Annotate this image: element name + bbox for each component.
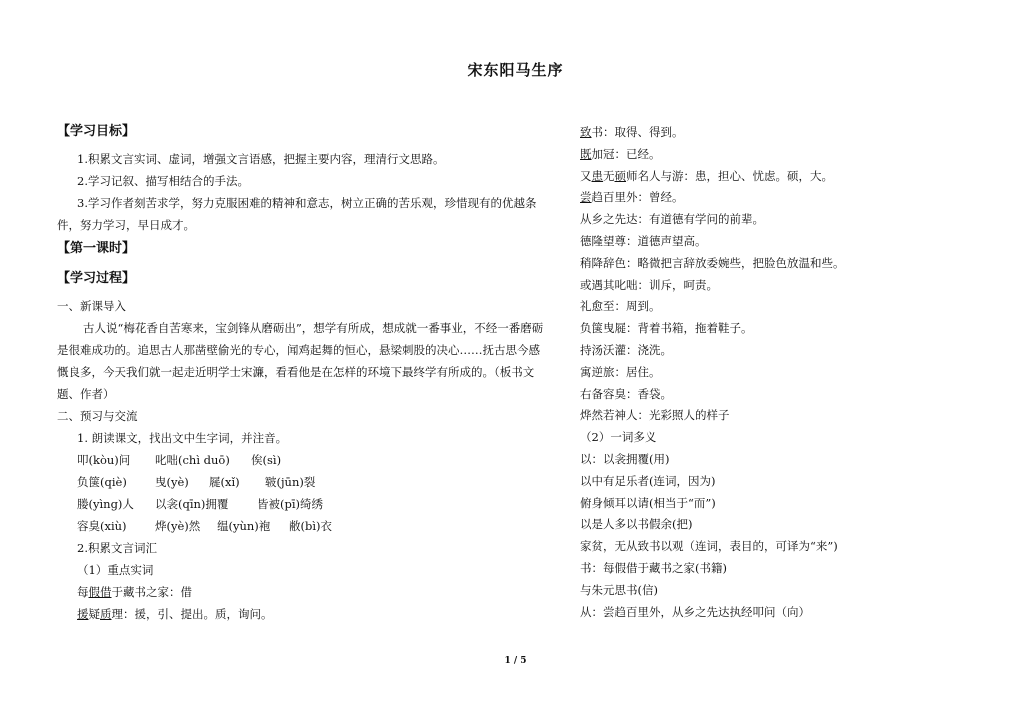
pinyin-word: 叱咄(chì duō) xyxy=(155,453,230,467)
vocab-line: 每假借于藏书之家：借 xyxy=(77,585,192,599)
pinyin-row xyxy=(57,493,545,515)
vocab-line: 以：以衾拥覆(用) xyxy=(580,451,670,466)
intro-paragraph: 古人说“梅花香自苦寒来，宝剑锋从磨砺出”，想学有所成，想成就一番事业，不经一番磨砺是很难成功的。追思古人那凿壁偷光的专心，闻鸡起舞的恒心，悬梁刺股的决心……抚古思今感慨良多，今天我们就一起走近明学士宋濂，看看他是在怎样的环境下最终学有所成的。（板书文题、作者） xyxy=(57,321,544,401)
vocab-line: 书：每假借于藏书之家(书籍) xyxy=(580,560,727,575)
pinyin-word: 曳(yè) xyxy=(155,475,189,489)
vocab-line: 以是人多以书假余(把) xyxy=(580,517,693,532)
list-item: 2.积累文言词汇 xyxy=(77,541,157,555)
vocab-line: 俯身倾耳以请(相当于“而”) xyxy=(580,495,716,510)
vocab-line: 又患无硕师名人与游：患，担心、忧虑。硕，大。 xyxy=(580,168,833,183)
underlined-word: 援 xyxy=(77,607,89,621)
vocab-line: 与朱元思书(信) xyxy=(580,582,658,597)
vocab-line: 尝趋百里外：曾经。 xyxy=(580,190,684,205)
left-column xyxy=(57,122,545,625)
sub-heading: （2）一词多义 xyxy=(580,430,657,445)
page-title: 宋东阳马生序 xyxy=(467,61,564,79)
goals-heading: 【学习目标】 xyxy=(57,124,136,139)
right-column xyxy=(580,122,980,623)
pinyin-word: 屣(xǐ) xyxy=(209,475,240,489)
lesson-heading: 【第一课时】 xyxy=(57,241,136,256)
section-heading: 一、新课导入 xyxy=(57,299,126,313)
section-heading: 二、预习与交流 xyxy=(57,409,138,423)
vocab-line: 德隆望尊：道德声望高。 xyxy=(580,233,707,248)
pinyin-word: 皲(jūn)裂 xyxy=(265,475,316,489)
underlined-word: 质 xyxy=(100,607,112,621)
vocab-line: 从乡之先达：有道德有学问的前辈。 xyxy=(580,212,764,227)
goal-item: 3.学习作者刻苦求学，努力克服困难的精神和意志，树立正确的苦乐观，珍惜现有的优越条件，努力学习，早日成才。 xyxy=(57,196,537,232)
page-number: 1 / 5 xyxy=(504,656,527,666)
vocab-line: 或遇其叱咄：训斥，呵责。 xyxy=(580,277,718,292)
pinyin-word: 以衾(qīn)拥覆 xyxy=(155,497,229,511)
process-heading: 【学习过程】 xyxy=(57,271,136,286)
pinyin-word: 皆被(pī)绮绣 xyxy=(257,497,324,511)
pinyin-word: 媵(yìng)人 xyxy=(77,497,134,511)
pinyin-word: 缊(yùn)袍 xyxy=(217,519,271,533)
vocab-line: 家贫，无从致书以观（连词，表目的，可译为“来”) xyxy=(580,539,838,554)
goal-item: 2.学习记叙、描写相结合的手法。 xyxy=(77,174,249,188)
vocab-line: 持汤沃灌：浇洗。 xyxy=(580,342,672,357)
vocab-line: 从：尝趋百里外，从乡之先达执经叩问（向） xyxy=(580,604,810,619)
vocab-line: 礼愈至：周到。 xyxy=(580,299,661,314)
pinyin-row xyxy=(57,515,545,537)
underlined-word: 假借 xyxy=(88,585,112,599)
vocab-line: 既加冠：已经。 xyxy=(580,146,661,161)
goal-item: 1.积累文言实词、虚词，增强文言语感，把握主要内容，理清行文思路。 xyxy=(77,152,445,166)
pinyin-word: 负箧(qiè) xyxy=(77,475,127,489)
pinyin-word: 敝(bì)衣 xyxy=(289,519,333,533)
vocab-line: 寓逆旅：居住。 xyxy=(580,364,661,379)
pinyin-word: 俟(sì) xyxy=(251,453,282,467)
pinyin-row xyxy=(57,449,545,471)
pinyin-word: 叩(kòu)问 xyxy=(77,453,131,467)
vocab-line: 以中有足乐者(连词，因为) xyxy=(580,473,716,488)
vocab-line: 负箧曳屣：背着书箱，拖着鞋子。 xyxy=(580,321,753,336)
vocab-line: 烨然若神人：光彩照人的样子 xyxy=(580,408,730,423)
vocab-line: 稍降辞色：略微把言辞放委婉些，把脸色放温和些。 xyxy=(580,255,845,270)
pinyin-word: 烨(yè)然 xyxy=(155,519,201,533)
vocab-line: 致书：取得、得到。 xyxy=(580,125,684,139)
vocab-line: 右备容臭：香袋。 xyxy=(580,386,672,401)
sub-heading: （1）重点实词 xyxy=(77,563,154,577)
list-item: 1. 朗读课文，找出文中生字词，并注音。 xyxy=(77,431,288,445)
pinyin-word: 容臭(xiù) xyxy=(77,519,127,533)
pinyin-row xyxy=(57,471,545,493)
vocab-line: 援疑质理：援，引、提出。质，询问。 xyxy=(77,607,273,621)
